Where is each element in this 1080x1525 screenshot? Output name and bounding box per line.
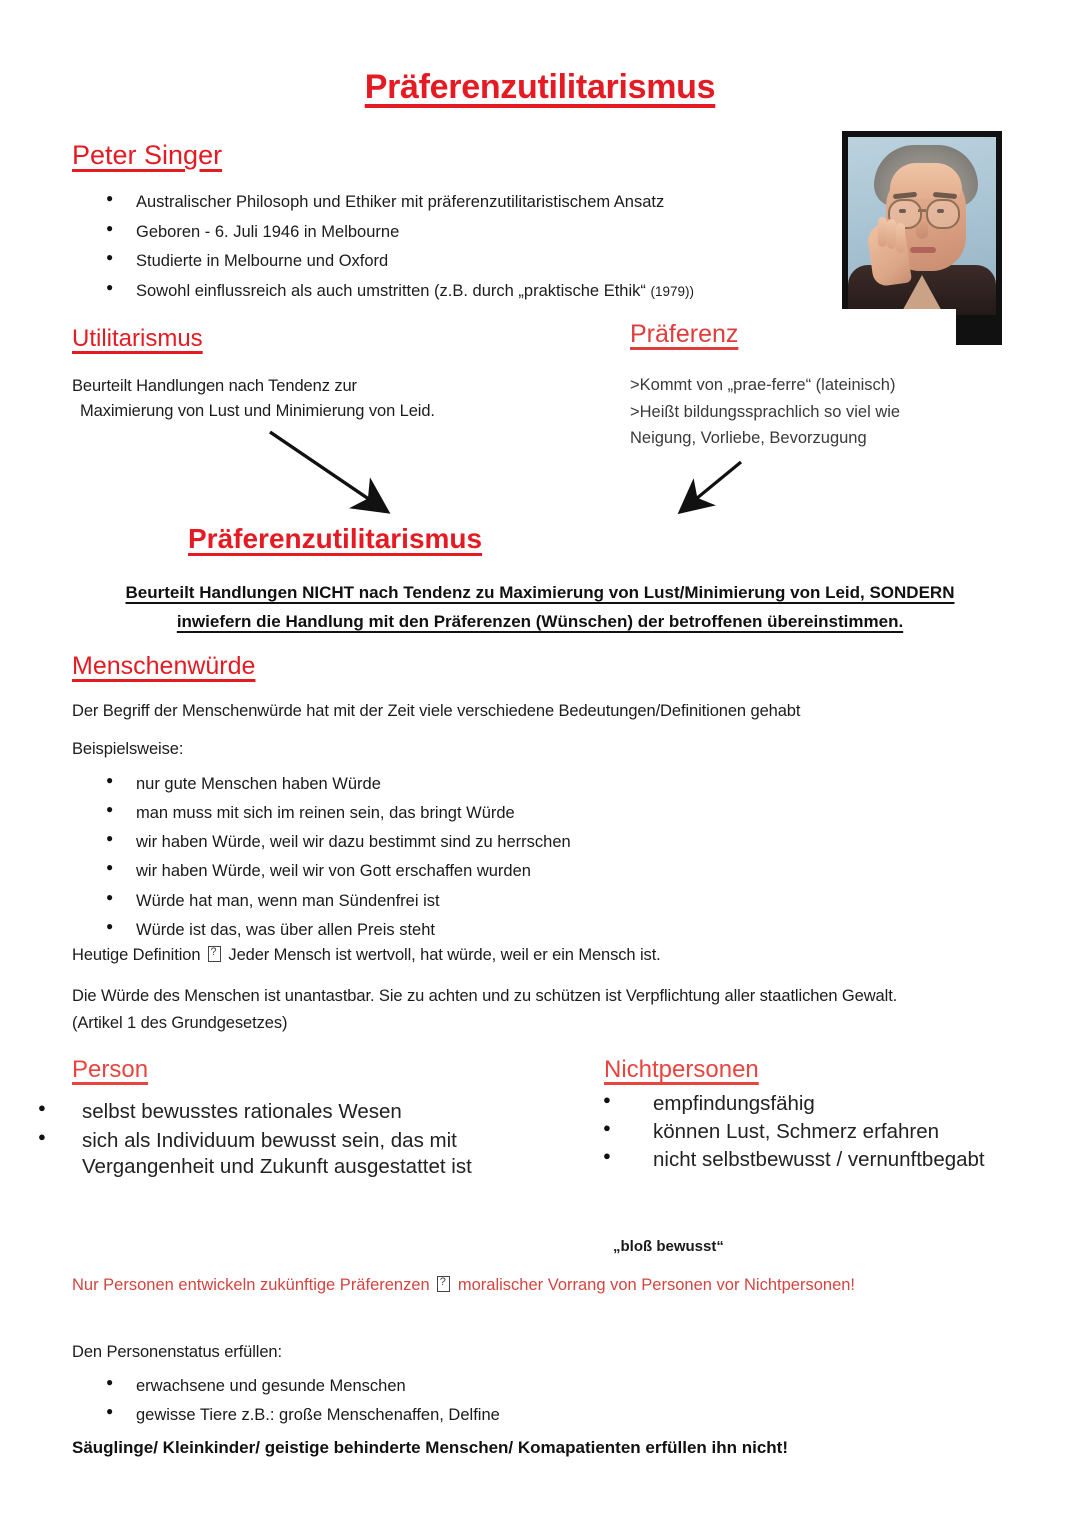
bullet-text: wir haben Würde, weil wir dazu bestimmt sind zu herrschen bbox=[136, 833, 571, 852]
list-item bbox=[30, 1099, 550, 1125]
peter-singer-portrait bbox=[842, 131, 1002, 345]
conclusion-highlight bbox=[72, 1272, 932, 1299]
bullet-text: selbst bewusstes rationales Wesen bbox=[82, 1100, 402, 1123]
bullet-text: nur gute Menschen haben Würde bbox=[136, 775, 381, 793]
praeferenz-line-2: >Heißt bildungssprachlich so viel wie bbox=[630, 402, 901, 421]
portrait-frame-notch bbox=[842, 309, 956, 345]
section-heading-nichtpersonen: Nichtpersonen bbox=[604, 1056, 759, 1083]
list-item bbox=[100, 222, 820, 243]
section-heading-praeferenz: Präferenz bbox=[630, 320, 739, 348]
bullet-text: wir haben Würde, weil wir von Gott erschaffen wurden bbox=[136, 862, 531, 881]
bullet-text: Studierte in Melbourne und Oxford bbox=[136, 252, 389, 271]
list-item bbox=[100, 251, 820, 272]
bullet-text: Sowohl einflussreich als auch umstritten (z.B. durch „praktische Ethik“ bbox=[136, 281, 651, 300]
list-item bbox=[100, 891, 740, 912]
list-item bbox=[100, 861, 740, 882]
portrait-mouth bbox=[910, 247, 936, 253]
bullet-text: empfindungsfähig bbox=[653, 1092, 815, 1115]
portrait-finger bbox=[896, 223, 905, 253]
arrow-down-right-icon bbox=[250, 420, 415, 530]
heutige-definition-prefix: Heutige Definition bbox=[72, 946, 205, 964]
section-heading-utilitarismus: Utilitarismus bbox=[72, 325, 203, 352]
section-heading-peter-singer: Peter Singer bbox=[72, 140, 223, 170]
section-heading-praeferenzutilitarismus: Präferenzutilitarismus bbox=[188, 523, 483, 554]
bullet-text: Australischer Philosoph und Ethiker mit präferenzutilitaristischem Ansatz bbox=[136, 193, 665, 211]
bullet-text: gewisse Tiere z.B.: große Menschenaffen, Delfine bbox=[136, 1405, 500, 1424]
conclusion-prefix: Nur Personen entwickeln zukünftige Präferenzen bbox=[72, 1276, 435, 1294]
personenstatus-label: Den Personenstatus erfüllen: bbox=[72, 1343, 282, 1361]
section-heading-person: Person bbox=[72, 1056, 149, 1083]
bullet-text: erwachsene und gesunde Menschen bbox=[136, 1377, 406, 1395]
list-item bbox=[100, 1405, 740, 1426]
list-item bbox=[100, 1376, 740, 1397]
list-item bbox=[585, 1119, 1015, 1145]
list-item bbox=[100, 192, 820, 213]
portrait-photo-image bbox=[848, 137, 996, 315]
menschenwuerde-examples-list bbox=[100, 774, 740, 949]
menschenwuerde-intro-text: Der Begriff der Menschenwürde hat mit der Zeit viele verschiedene Bedeutungen/Definitionen gehabt bbox=[72, 702, 801, 720]
grundgesetz-line-2: (Artikel 1 des Grundgesetzes) bbox=[72, 1013, 288, 1032]
portrait-glasses-right bbox=[926, 199, 960, 229]
missing-glyph-icon bbox=[437, 1276, 450, 1292]
bullet-text: sich als Individuum bewusst sein, das mit Vergangenheit und Zukunft ausgestattet ist bbox=[82, 1129, 472, 1179]
portrait-nose bbox=[916, 221, 928, 239]
grundgesetz-quote bbox=[72, 983, 972, 1036]
definition-line-1: Beurteilt Handlungen NICHT nach Tendenz zu Maximierung von Lust/Minimierung von Leid, SONDERN bbox=[125, 583, 955, 602]
conclusion-suffix: moralischer Vorrang von Personen vor Nichtpersonen! bbox=[453, 1276, 856, 1294]
nichtpersonen-criteria-list bbox=[585, 1091, 1015, 1176]
final-note: Säuglinge/ Kleinkinder/ geistige behinderte Menschen/ Komapatienten erfüllen ihn nicht! bbox=[72, 1438, 788, 1457]
bullet-text: nicht selbstbewusst / vernunftbegabt bbox=[653, 1148, 985, 1172]
list-item bbox=[100, 281, 820, 302]
utilitarismus-description bbox=[72, 374, 502, 424]
praeferenz-line-3: Neigung, Vorliebe, Bevorzugung bbox=[630, 429, 867, 448]
person-criteria-list bbox=[30, 1099, 550, 1184]
list-item bbox=[585, 1147, 1015, 1173]
definition-line-2: inwiefern die Handlung mit den Präferenzen (Wünschen) der betroffenen übereinstimmen. bbox=[176, 612, 904, 632]
nichtpersonen-footnote: „bloß bewusst“ bbox=[613, 1238, 724, 1255]
peter-singer-bullet-list bbox=[100, 192, 820, 311]
list-item bbox=[100, 803, 740, 824]
heutige-definition-text bbox=[72, 943, 972, 968]
praeferenz-line-1: >Kommt von „prae-ferre“ (lateinisch) bbox=[630, 376, 896, 394]
list-item bbox=[100, 774, 740, 795]
praeferenz-description bbox=[630, 372, 990, 452]
section-heading-menschenwuerde: Menschenwürde bbox=[72, 652, 256, 680]
missing-glyph-icon bbox=[208, 946, 221, 962]
heutige-definition-suffix: Jeder Mensch ist wertvoll, hat würde, weil er ein Mensch ist. bbox=[223, 946, 661, 964]
utilitarismus-line-1: Beurteilt Handlungen nach Tendenz zur bbox=[72, 377, 357, 395]
arrow-down-left-icon bbox=[665, 452, 760, 532]
bullet-text: Würde ist das, was über allen Preis steht bbox=[136, 920, 435, 939]
list-item bbox=[100, 832, 740, 853]
bullet-text: Würde hat man, wenn man Sündenfrei ist bbox=[136, 891, 440, 910]
bullet-text: können Lust, Schmerz erfahren bbox=[653, 1120, 940, 1144]
bullet-text: Geboren - 6. Juli 1946 in Melbourne bbox=[136, 222, 400, 241]
personenstatus-list bbox=[100, 1376, 740, 1433]
list-item bbox=[585, 1091, 1015, 1117]
list-item bbox=[100, 920, 740, 941]
list-item bbox=[30, 1128, 550, 1180]
grundgesetz-line-1: Die Würde des Menschen ist unantastbar. Sie zu achten und zu schützen ist Verpflichtung aller staatlichen Gewalt. bbox=[72, 987, 898, 1005]
portrait-finger bbox=[887, 219, 896, 249]
praeferenzutilitarismus-definition bbox=[72, 578, 1008, 636]
utilitarismus-line-2: Maximierung von Lust und Minimierung von Leid. bbox=[80, 401, 435, 420]
publication-year: (1979)) bbox=[650, 283, 694, 299]
examples-label: Beispielsweise: bbox=[72, 740, 184, 758]
bullet-text: man muss mit sich im reinen sein, das bringt Würde bbox=[136, 804, 515, 823]
portrait-glasses-bridge bbox=[918, 209, 926, 212]
page-title: Präferenzutilitarismus bbox=[364, 68, 716, 106]
portrait-finger bbox=[878, 217, 887, 247]
